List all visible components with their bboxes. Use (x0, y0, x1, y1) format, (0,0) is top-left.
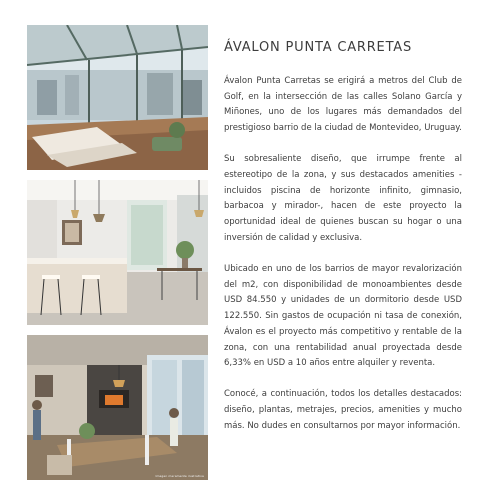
rooftop-terrace-photo (27, 25, 208, 170)
paragraph-contact: Conocé, a continuación, todos los detalles destacados: diseño, plantas, metrajes, precios, amenities y mucho más. No dudes en consultarnos por mayor información. (224, 389, 462, 431)
page-title: ÁVALON PUNTA CARRETAS (224, 40, 413, 55)
living-room-illustration (27, 335, 208, 480)
image-caption: Imagen meramente ilustrativa (155, 474, 204, 478)
photo-column (27, 25, 208, 480)
paragraph-location: Ávalon Punta Carretas se erigirá a metros del Club de Golf, en la intersección de las calles Solano García y Miñones, uno de los lugares más demandados del prestigioso barrio de la ciudad de Montevideo, Uruguay. (224, 76, 462, 134)
kitchen-living-photo (27, 180, 208, 325)
description-column (224, 40, 462, 450)
living-room-photo (27, 335, 208, 480)
paragraph-design: Su sobresaliente diseño, que irrumpe frente al estereotipo de la zona, y sus destacados amenities -incluidos piscina de horizonte infinito, gimnasio, barbacoa y mirador-, hacen de este proyecto la oportunidad ideal de quienes buscan su hogar o una inversión de calidad y exclusiva. (224, 154, 462, 243)
kitchen-living-illustration (27, 180, 208, 325)
rooftop-terrace-illustration (27, 25, 208, 170)
paragraph-investment: Ubicado en uno de los barrios de mayor revalorización del m2, con disponibilidad de monoambientes desde USD 84.550 y unidades de un dormitorio desde USD 122.550. Sin gastos de ocupación ni tasa de conexión, Ávalon es el proyecto más competitivo y rentable de la zona, con una rentabilidad anual proyectada desde 6,33% en USD a 10 años entre alquiler y reventa. (224, 264, 462, 369)
